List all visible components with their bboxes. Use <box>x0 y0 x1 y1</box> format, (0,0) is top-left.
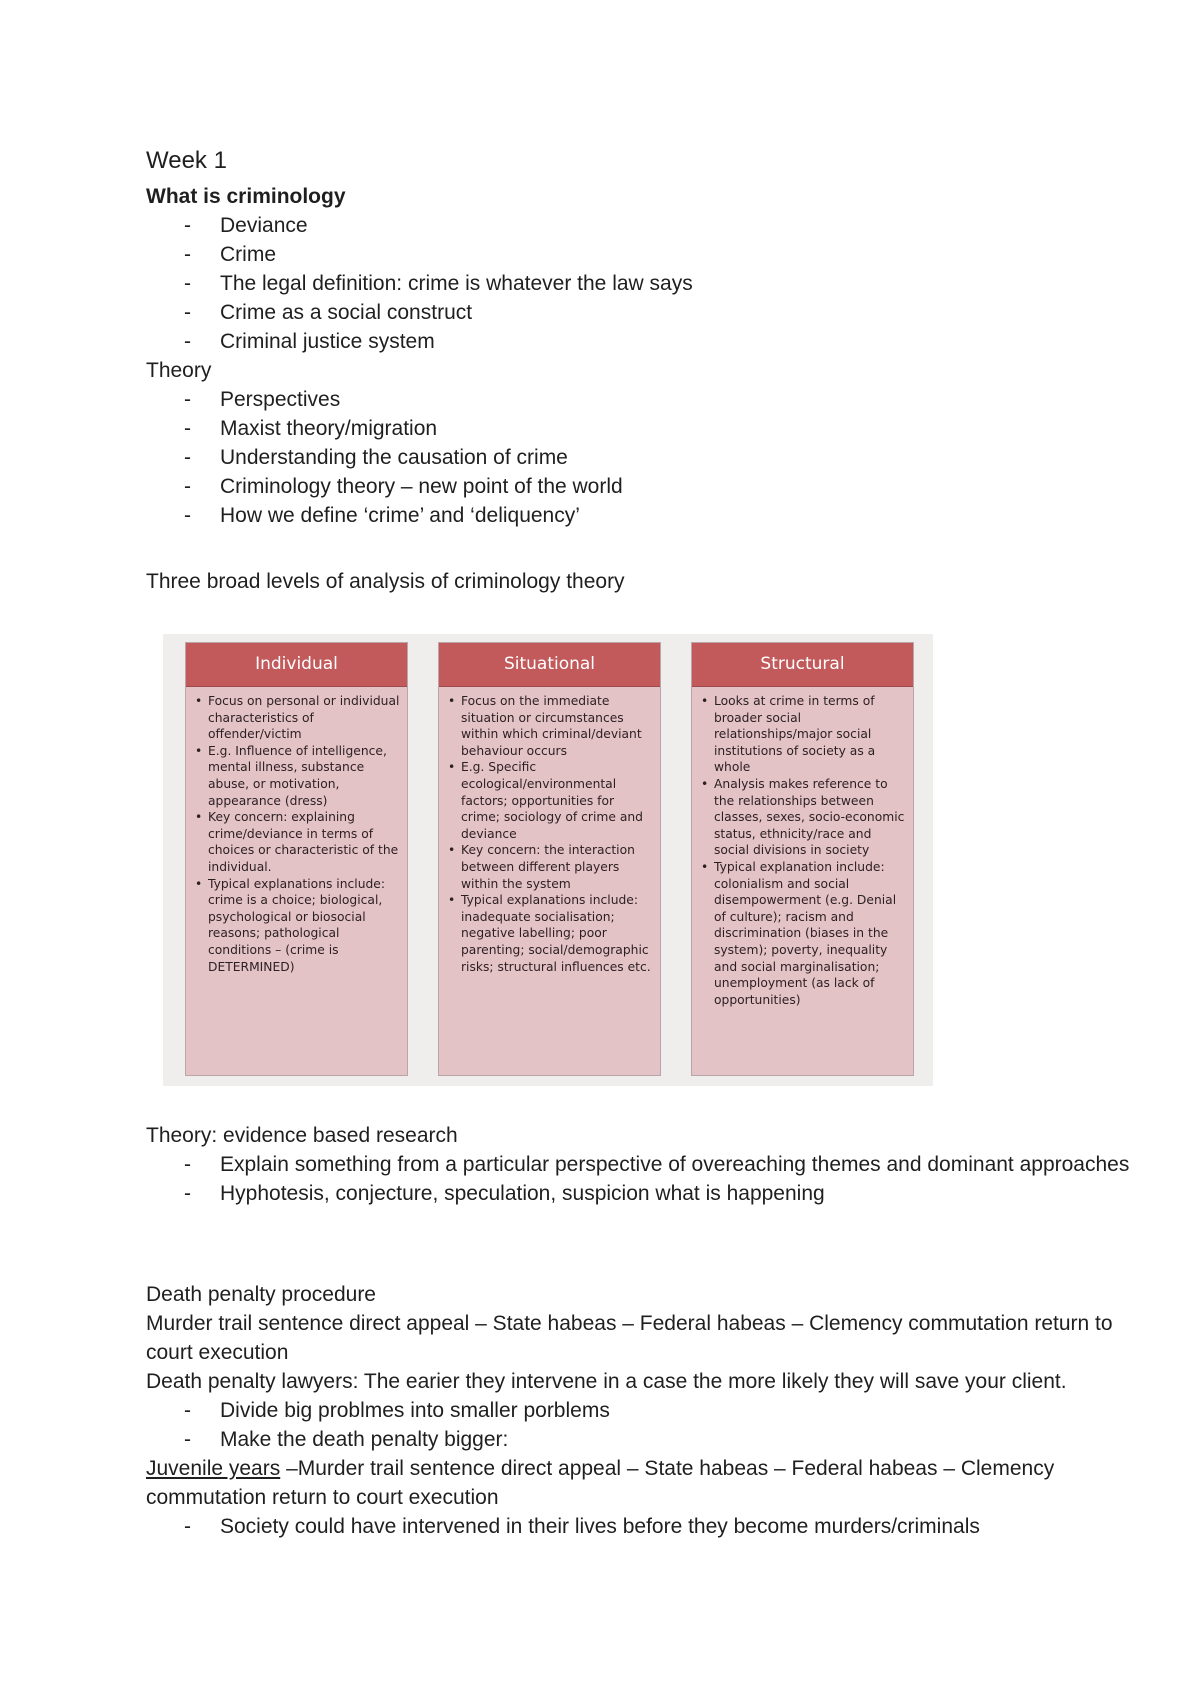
column-structural <box>691 642 914 1076</box>
list-item: - The legal definition: crime is whatever the law says <box>184 272 693 295</box>
column-bullet: • Typical explanation include: colonialism and social disempowerment (e.g. Denial of culture); racism and discrimination (biases in the system); poverty, inequality and social marginalisation; unemployment (as lack of opportunities) <box>714 859 907 1008</box>
column-bullet: • Focus on the immediate situation or circumstances within which criminal/deviant behaviour occurs <box>461 693 654 759</box>
list-item: - Maxist theory/migration <box>184 417 438 440</box>
column-bullet: • E.g. Influence of intelligence, mental illness, substance abuse, or motivation, appearance (dress) <box>208 743 401 809</box>
list-item: - Hyphotesis, conjecture, speculation, suspicion what is happening <box>184 1182 825 1205</box>
list-item: - How we define ‘crime’ and ‘deliquency’ <box>184 504 580 527</box>
list-item: - Crime as a social construct <box>184 301 473 324</box>
list-item: - Deviance <box>184 214 308 237</box>
column-bullet: • Key concern: the interaction between different players within the system <box>461 842 654 892</box>
column-bullet: • Typical explanations include: crime is a choice; biological, psychological or biosocial reasons; pathological conditions – (crime is DETERMINED) <box>208 876 401 976</box>
juvenile-label: Juvenile years <box>146 1457 281 1480</box>
section-heading: Theory <box>146 359 212 382</box>
column-bullets <box>186 687 407 975</box>
list-item: - Understanding the causation of crime <box>184 446 568 469</box>
list-item: - Explain something from a particular perspective of overeaching themes and dominant approaches <box>184 1153 1130 1176</box>
section-what-is-criminology <box>146 182 1136 530</box>
list-item: - Society could have intervened in their lives before they become murders/criminals <box>184 1515 980 1538</box>
column-title: Structural <box>692 643 913 687</box>
levels-heading: Three broad levels of analysis of criminology theory <box>146 570 625 593</box>
juvenile-rest: –Murder trail sentence direct appeal – State habeas – Federal habeas – Clemency commutation return to court execution <box>146 1457 1055 1509</box>
column-bullets <box>692 687 913 1008</box>
list-item: - Criminology theory – new point of the world <box>184 475 623 498</box>
list-item: - Perspectives <box>184 388 341 411</box>
column-title: Individual <box>186 643 407 687</box>
procedure-text: Murder trail sentence direct appeal – State habeas – Federal habeas – Clemency commutation return to court execution <box>146 1312 1113 1364</box>
column-bullet: • Looks at crime in terms of broader social relationships/major social institutions of society as a whole <box>714 693 907 776</box>
week-title: Week 1 <box>146 147 227 174</box>
column-bullets <box>439 687 660 975</box>
list-item: - Divide big problmes into smaller porblems <box>184 1399 610 1422</box>
section-heading: Theory: evidence based research <box>146 1124 458 1147</box>
levels-of-analysis-figure <box>163 634 933 1086</box>
list-item: - Criminal justice system <box>184 330 435 353</box>
column-bullet: • E.g. Specific ecological/environmental factors; opportunities for crime; sociology of crime and deviance <box>461 759 654 842</box>
section-theory-evidence <box>146 1121 1136 1208</box>
section-heading: Death penalty procedure <box>146 1283 376 1306</box>
section-death-penalty <box>146 1280 1136 1541</box>
juvenile-text <box>146 1454 1136 1512</box>
section-heading: What is criminology <box>146 185 346 208</box>
column-bullet: • Analysis makes reference to the relationships between classes, sexes, socio-economic status, ethnicity/race and social divisions in society <box>714 776 907 859</box>
column-title: Situational <box>439 643 660 687</box>
lawyers-text: Death penalty lawyers: The earier they intervene in a case the more likely they will save your client. <box>146 1370 1067 1393</box>
column-situational <box>438 642 661 1076</box>
column-bullet: • Focus on personal or individual characteristics of offender/victim <box>208 693 401 743</box>
list-item: - Make the death penalty bigger: <box>184 1428 509 1451</box>
column-bullet: • Typical explanations include: inadequate socialisation; negative labelling; poor parenting; social/demographic risks; structural influences etc. <box>461 892 654 975</box>
column-individual <box>185 642 408 1076</box>
column-bullet: • Key concern: explaining crime/deviance in terms of choices or characteristic of the individual. <box>208 809 401 875</box>
list-item: - Crime <box>184 243 276 266</box>
